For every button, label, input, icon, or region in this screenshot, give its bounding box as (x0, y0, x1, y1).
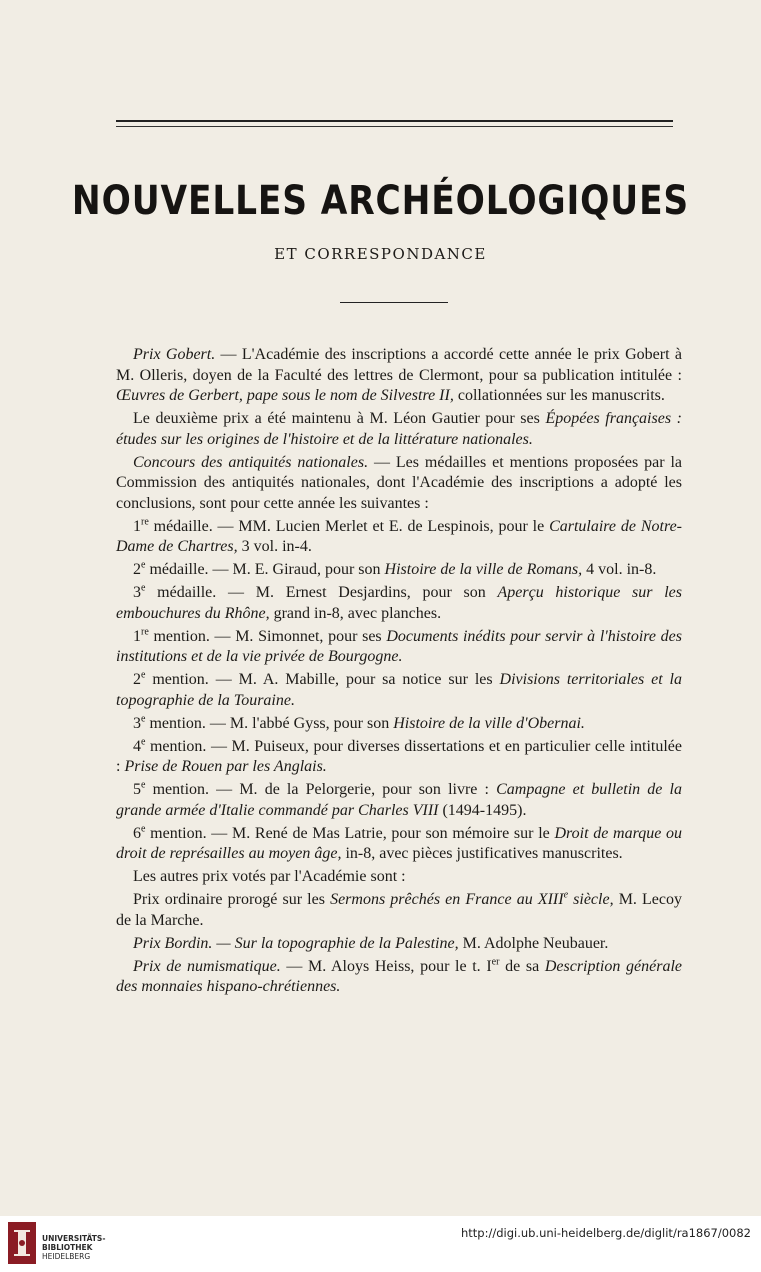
paragraph (116, 517, 682, 558)
superscript-text: er (491, 956, 500, 968)
library-name-line: HEIDELBERG (42, 1252, 91, 1261)
text-run: mention. — M. de la Pelorgerie, pour son livre : (145, 781, 497, 798)
text-run: 1 (133, 517, 141, 535)
university-library-logo-icon (8, 1222, 36, 1264)
text-run: Le deuxième prix a été maintenu à M. Léon Gautier pour ses (133, 410, 546, 427)
text-run: 5 (133, 781, 141, 798)
superscript-text: e (563, 889, 569, 901)
footer-bar (0, 1216, 761, 1272)
text-run: 1 (133, 627, 141, 645)
italic-text: Cartulaire de Notre-Dame de Chartres, (116, 517, 683, 555)
text-run: mention. — M. René de Mas Latrie, pour son mémoire sur le (145, 824, 555, 842)
text-run: médaille. — M. Ernest Desjardins, pour son (145, 584, 498, 601)
italic-text: Sermons prêchés en France au XIII (330, 891, 564, 908)
italic-text: Description générale des monnaies hispano-chrétiennes. (116, 957, 682, 995)
text-run: de sa (499, 957, 545, 975)
library-name (42, 1234, 105, 1261)
superscript-text: e (141, 559, 146, 571)
text-run: collationnées sur les manuscrits. (453, 387, 665, 404)
text-run: médaille. — M. E. Giraud, pour son (145, 561, 385, 578)
text-run: 6 (133, 824, 141, 842)
italic-text: Droit de marque ou droit de représailles au moyen âge, (116, 824, 682, 862)
paragraph (116, 890, 682, 931)
paragraph (116, 583, 682, 624)
italic-text: Histoire de la ville de Romans, (384, 561, 583, 578)
italic-text: Épopées françaises : études sur les origines de l'histoire et de la littérature nationales. (116, 410, 682, 448)
text-run: 4 (133, 737, 141, 755)
text-run: — M. Aloys Heiss, pour le t. I (280, 957, 492, 975)
paragraph (116, 670, 682, 711)
paragraph (116, 560, 682, 581)
paragraph (116, 737, 682, 778)
text-run: mention. — M. l'abbé Gyss, pour son (145, 714, 394, 732)
italic-text: Concours des antiquités nationales. (133, 453, 369, 471)
paragraph (116, 824, 682, 865)
text-run: 4 vol. in-8. (582, 561, 657, 578)
text-run: mention. — M. Puiseux, pour diverses dissertations et en particulier celle intitulée : (116, 737, 682, 775)
article-body (116, 345, 682, 1000)
library-name-line: UNIVERSITÄTS- (42, 1234, 106, 1243)
page-title: NOUVELLES ARCHÉOLOGIQUES (71, 178, 690, 224)
paragraph (116, 714, 682, 735)
top-double-rule-thin (116, 126, 673, 127)
text-run: (1494-1495). (438, 801, 527, 819)
source-url-link[interactable]: http://digi.ub.uni-heidelberg.de/diglit/ra1867/0082 (460, 1226, 751, 1240)
superscript-text: re (141, 516, 149, 528)
text-run: 2 (133, 671, 141, 688)
text-run: grand in-8, avec planches. (269, 604, 442, 622)
text-run: 3 (133, 714, 141, 732)
text-run: mention. — M. A. Mabille, pour sa notice sur les (145, 671, 500, 688)
text-run: 2 (133, 561, 141, 578)
superscript-text: e (141, 669, 146, 681)
italic-text: Histoire de la ville d'Obernai. (393, 714, 585, 732)
paragraph (116, 934, 682, 955)
italic-text: Divisions territoriales et la topographie de la Touraine. (116, 671, 682, 709)
superscript-text: e (141, 779, 146, 791)
text-run: médaille. — MM. Lucien Merlet et E. de Lespinois, pour le (148, 517, 550, 535)
italic-text: Œuvres de Gerbert, pape sous le nom de Silvestre II, (116, 387, 454, 404)
title-separator-rule (340, 302, 448, 303)
text-run: 3 vol. in-4. (237, 538, 312, 555)
italic-text: Aperçu historique sur les embouchures du Rhône, (116, 584, 682, 622)
text-run: — Les médailles et mentions proposées par la Commission des antiquités nationales, dont l'Académie des inscriptions a adopté les conclusions, sont pour cette année les suivantes : (116, 453, 682, 512)
italic-text: Prix de numismatique. (133, 957, 281, 975)
text-run: M. Adolphe Neubauer. (458, 934, 609, 952)
superscript-text: re (141, 626, 149, 638)
page-subtitle: ET CORRESPONDANCE (274, 245, 487, 263)
top-double-rule (116, 120, 673, 122)
paragraph (116, 345, 682, 407)
paragraph (116, 627, 682, 668)
paragraph (116, 453, 682, 515)
text-run: 3 (133, 584, 141, 601)
italic-text: Documents inédits pour servir à l'histoire des institutions et de la vie privée de Bourgogne. (116, 627, 682, 665)
superscript-text: e (141, 713, 146, 725)
library-name-line: BIBLIOTHEK (42, 1243, 93, 1252)
paragraph (116, 867, 682, 888)
italic-text: Prise de Rouen par les Anglais. (124, 758, 327, 775)
italic-text: Prix Bordin. — Sur la topographie de la Palestine, (133, 934, 459, 952)
text-run: — L'Académie des inscriptions a accordé cette année le prix Gobert à M. Olleris, doyen de la Faculté des lettres de Clermont, pour sa publication intitulée : (116, 346, 683, 384)
italic-text: Campagne et bulletin de la grande armée d'Italie commandé par Charles VIII (116, 781, 683, 819)
italic-text: siècle, (568, 891, 614, 908)
superscript-text: e (141, 823, 146, 835)
text-run: in-8, avec pièces justificatives manuscrites. (341, 845, 623, 862)
paragraph (116, 957, 682, 998)
italic-text: Prix Gobert. (133, 346, 216, 363)
text-run: mention. — M. Simonnet, pour ses (148, 627, 387, 645)
paragraph (116, 780, 682, 821)
superscript-text: e (141, 582, 146, 594)
paragraph (116, 409, 682, 450)
text-run: M. Lecoy de la Marche. (116, 891, 683, 929)
superscript-text: e (141, 736, 146, 748)
text-run: Prix ordinaire prorogé sur les (133, 891, 331, 908)
text-run: Les autres prix votés par l'Académie sont : (133, 868, 406, 885)
